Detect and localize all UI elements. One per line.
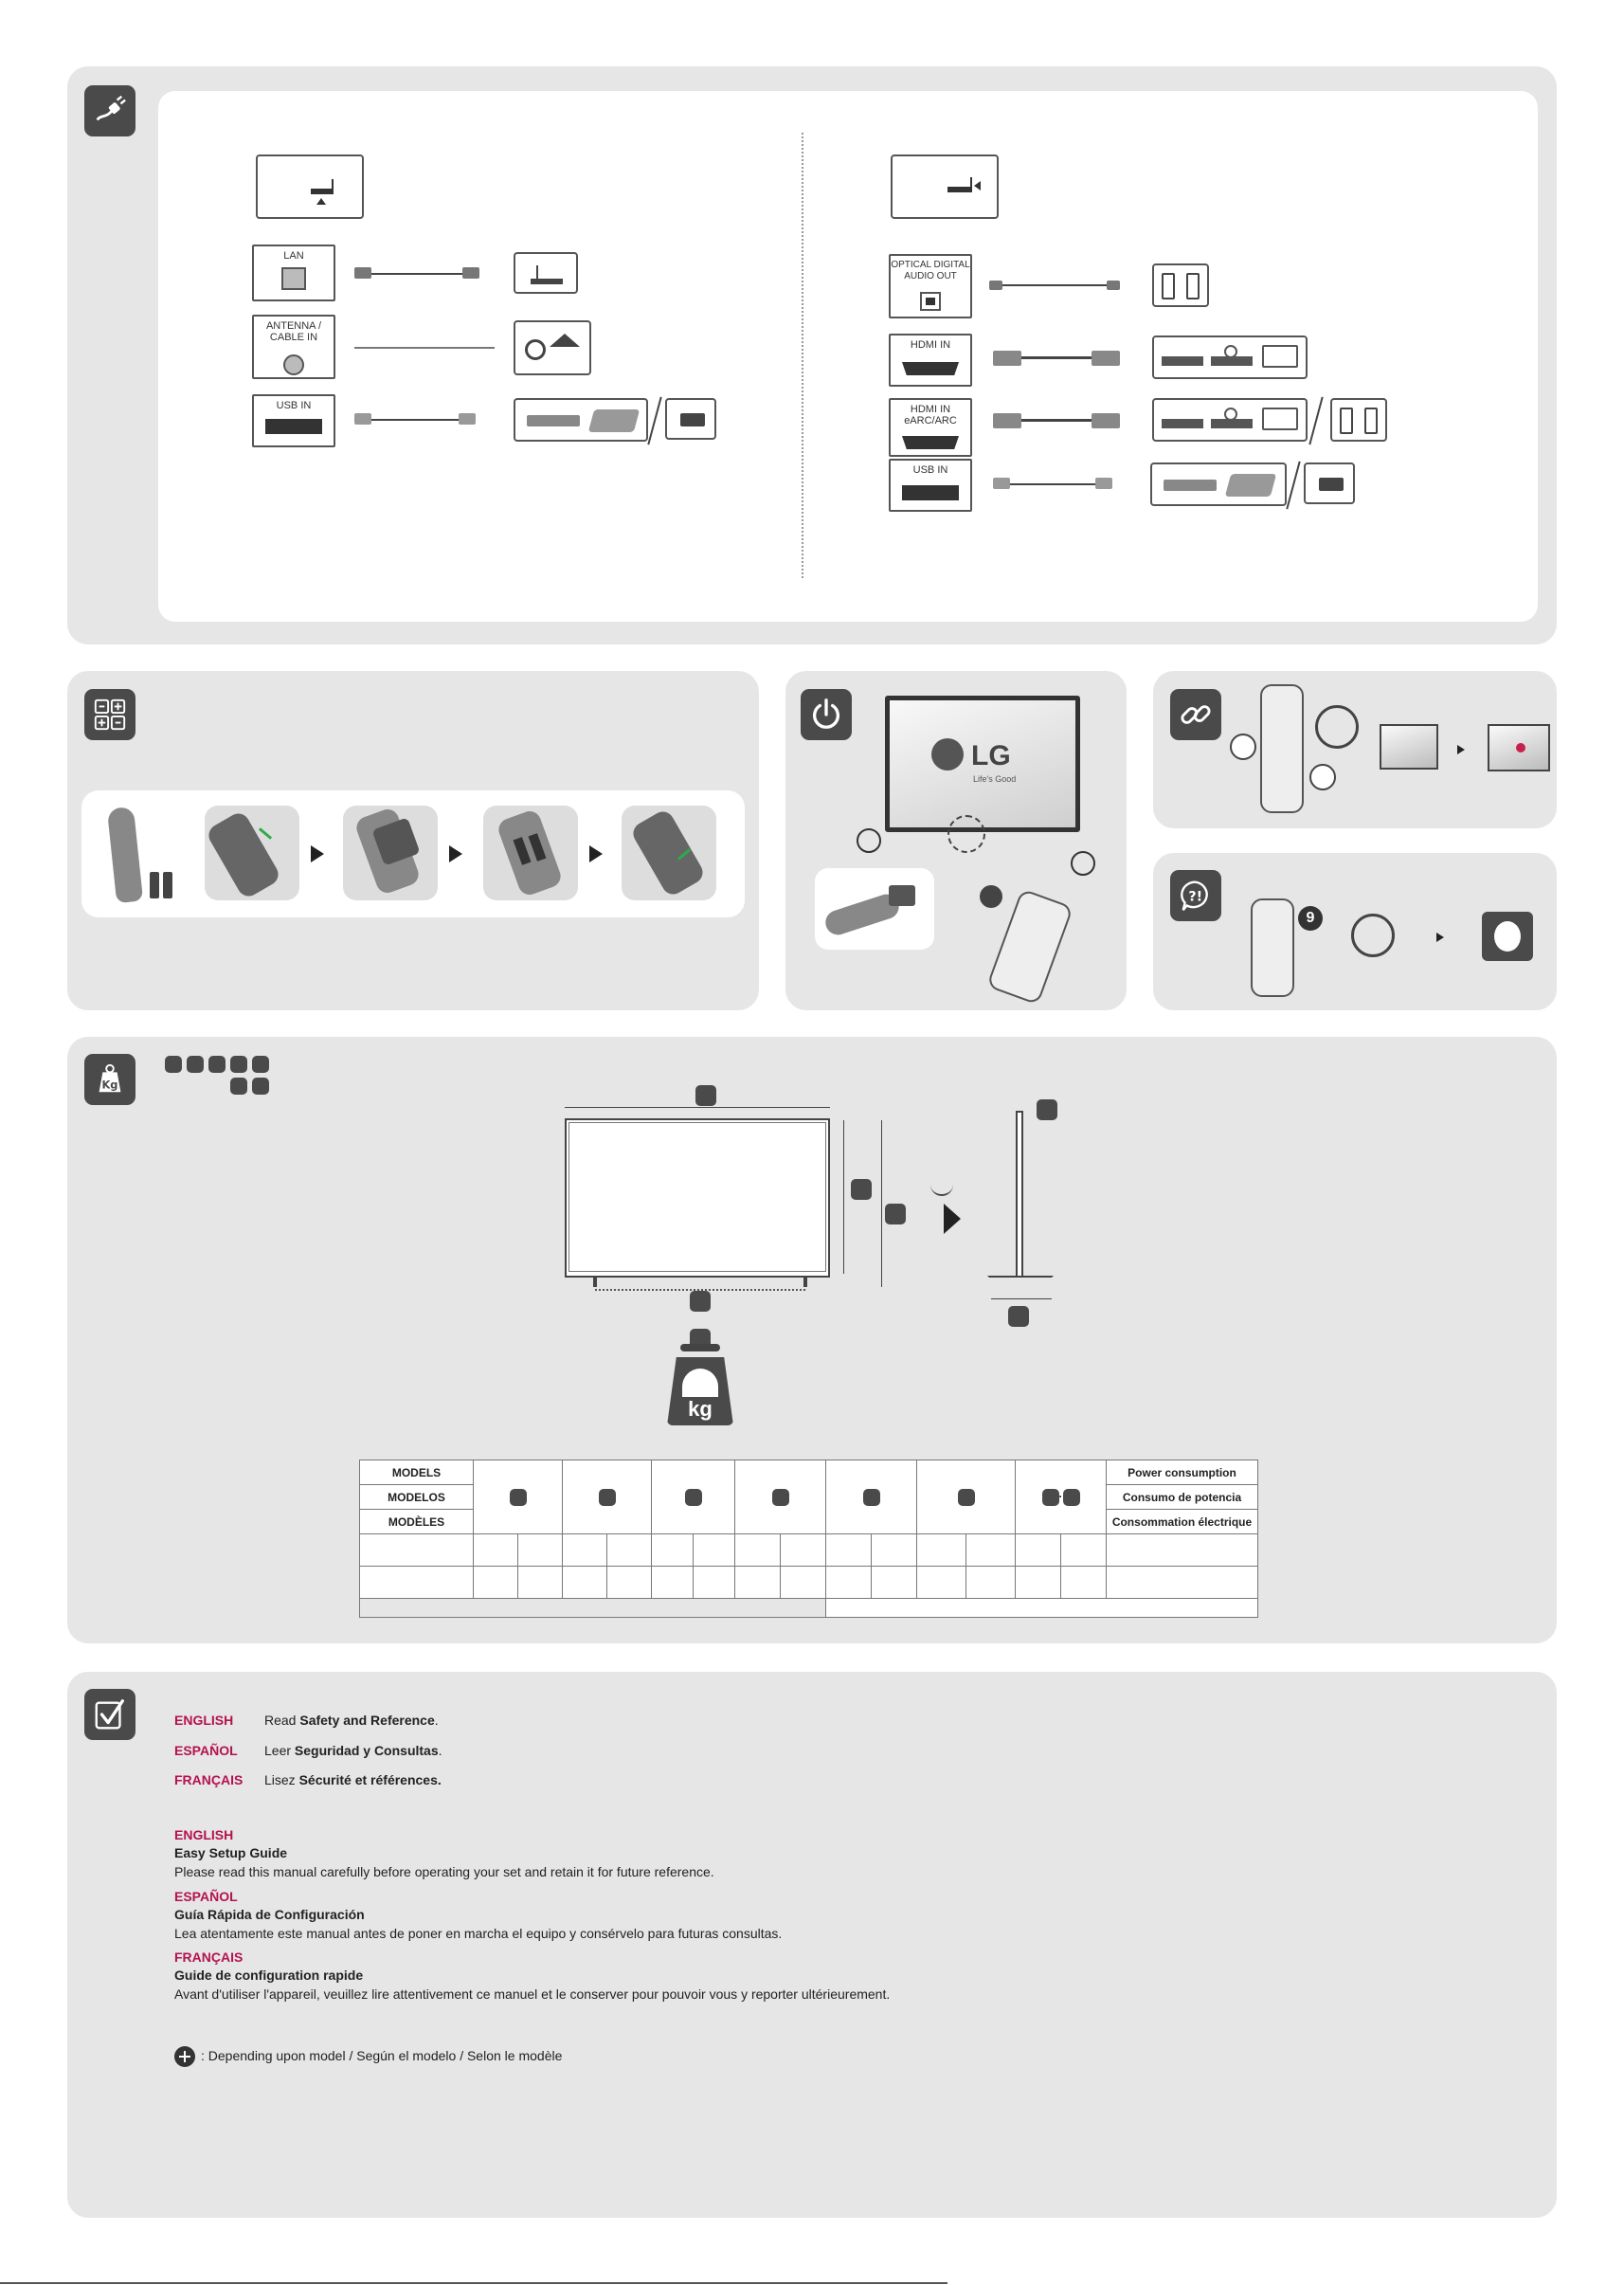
help-digit-badge <box>1298 906 1323 931</box>
model-number <box>1063 1489 1080 1506</box>
weight-unit: kg <box>688 1397 713 1421</box>
help-digit: 9 <box>1306 910 1315 926</box>
model-number <box>772 1489 789 1506</box>
hdmi-earc-devices <box>1152 398 1308 442</box>
hdmi-earc-cable <box>1021 419 1092 422</box>
guide-lang-es: ESPAÑOL <box>174 1889 238 1904</box>
hdmi-plug-b <box>1092 351 1120 366</box>
step-arrow-1 <box>311 845 324 862</box>
optical-port <box>889 254 972 318</box>
antenna-cable <box>354 347 495 349</box>
guide-body-en: Please read this manual carefully before operating your set and retain it for future reference. <box>174 1864 714 1879</box>
screen-after <box>1488 724 1550 771</box>
cable-plug-icon <box>92 93 128 129</box>
tv-tagline: Life's Good <box>973 774 1017 784</box>
usb-port-right-label: USB IN <box>912 464 948 476</box>
usb-cable-left <box>371 419 459 421</box>
checkmark-icon <box>92 1696 128 1732</box>
usb-hdd-device-right <box>1150 462 1287 506</box>
model-note: : Depending upon model / Según el modelo / Selon le modèle <box>201 2048 563 2063</box>
svg-text:Kg: Kg <box>101 1078 118 1092</box>
power-icon <box>808 697 844 733</box>
step-arrow-2 <box>449 845 462 862</box>
tv-side-stand <box>987 1276 1054 1291</box>
guide-title-fr: Guide de configuration rapide <box>174 1968 364 1983</box>
router-device <box>514 252 578 294</box>
table-row <box>360 1567 1258 1599</box>
dimension-height <box>851 1179 872 1200</box>
usb-port-left <box>252 394 335 447</box>
models-label-fr: MODÈLES <box>360 1510 474 1534</box>
support-agent-icon <box>1482 912 1533 961</box>
optical-port-label: OPTICAL DIGITAL AUDIO OUT <box>891 260 970 281</box>
height-dimension-line <box>843 1120 844 1274</box>
optical-cable <box>1002 284 1107 286</box>
kg-weight-icon <box>92 1061 128 1097</box>
optical-plug-a <box>989 281 1002 290</box>
table-row <box>360 1599 1258 1618</box>
step-arrow-3 <box>589 845 603 862</box>
legend-number <box>187 1056 204 1073</box>
model-number <box>685 1489 702 1506</box>
model-number <box>510 1489 527 1506</box>
finger-press-card <box>815 868 934 950</box>
dimension-stand-width <box>690 1291 711 1312</box>
models-label-en: MODELS <box>360 1460 474 1485</box>
power-label-es: Consumo de potencia <box>1107 1485 1258 1510</box>
power-label-fr: Consommation électrique <box>1107 1510 1258 1534</box>
guide-lang-en: ENGLISH <box>174 1827 234 1842</box>
usb-stick-device-left <box>665 398 716 440</box>
hdmi-earc-plug-b <box>1092 413 1120 428</box>
width-dimension-line <box>565 1107 830 1108</box>
optical-plug-b <box>1107 281 1120 290</box>
link-arrow <box>1457 745 1465 754</box>
weight-scale-icon <box>667 1344 733 1425</box>
battery-badge <box>84 689 135 740</box>
dimension-stand-depth <box>1008 1306 1029 1327</box>
legend-number <box>165 1056 182 1073</box>
model-number <box>599 1489 616 1506</box>
remote-with-batteries <box>106 806 182 904</box>
legend-number <box>230 1056 247 1073</box>
help-timer-icon <box>1351 914 1395 957</box>
battery-step-3 <box>483 806 578 900</box>
antenna-port <box>252 315 335 379</box>
usb-plug-left-b <box>459 413 476 425</box>
speaker-device-optical <box>1152 263 1209 307</box>
safety-lang-fr: FRANÇAIS <box>174 1772 244 1787</box>
help-badge <box>1170 870 1221 921</box>
antenna-port-label: ANTENNA / CABLE IN <box>265 320 322 343</box>
guide-title-es: Guía Rápida de Configuración <box>174 1907 365 1922</box>
safety-text-es: Leer Seguridad y Consultas. <box>264 1743 442 1758</box>
bottom-rule <box>0 2282 947 2284</box>
lan-plug-a <box>354 267 371 279</box>
antenna-device <box>514 320 591 375</box>
table-row <box>360 1534 1258 1567</box>
legend-number <box>230 1078 247 1095</box>
power-remote-button <box>980 885 1002 908</box>
lan-port <box>252 245 335 301</box>
battery-step-2 <box>343 806 438 900</box>
hdmi-earc-port <box>889 398 972 457</box>
link-icon <box>1178 697 1214 733</box>
speaker-device-earc <box>1330 398 1387 442</box>
tv-foot-left <box>593 1276 597 1287</box>
spec-table: MODELS · Power consumption MODELOS Consumo de potencia MODÈLES Consommation électrique <box>359 1460 1258 1618</box>
help-remote <box>1251 898 1294 997</box>
battery-step-1 <box>205 806 299 900</box>
settings-button-icon <box>1309 764 1336 790</box>
screen-before <box>1380 724 1438 770</box>
usb-hdd-device-left <box>514 398 648 442</box>
svg-text:?!: ?! <box>1188 889 1203 905</box>
mute-icon-left <box>857 828 881 853</box>
play-arrow <box>944 1204 961 1234</box>
usb-plug-right-a <box>993 478 1010 489</box>
usb-stick-device-right <box>1304 462 1355 504</box>
lan-port-label: LAN <box>283 250 304 262</box>
tv-foot-right <box>803 1276 807 1287</box>
hdmi-cable <box>1021 356 1092 359</box>
link-badge <box>1170 689 1221 740</box>
guide-lang-fr: FRANÇAIS <box>174 1950 244 1965</box>
legend-number <box>252 1078 269 1095</box>
legend-number <box>208 1056 226 1073</box>
usb-plug-right-b <box>1095 478 1112 489</box>
dimension-total-height <box>885 1204 906 1224</box>
tv-button-circle <box>947 815 985 853</box>
models-label-es: MODELOS <box>360 1485 474 1510</box>
connection-badge <box>84 85 135 136</box>
guide-body-es: Lea atentamente este manual antes de poner en marcha el equipo y consérvelo para futuras consultas. <box>174 1926 783 1941</box>
battery-icon <box>92 697 128 733</box>
safety-lang-en: ENGLISH <box>174 1713 234 1728</box>
tv-rear-left <box>256 154 364 219</box>
hdmi-plug-a <box>993 351 1021 366</box>
home-button-icon <box>1230 734 1256 760</box>
dimension-depth <box>1037 1099 1057 1120</box>
power-label-en: Power consumption <box>1107 1460 1258 1485</box>
tv-dimension-side <box>1016 1111 1023 1278</box>
hdmi-port <box>889 334 972 387</box>
hdmi-port-label: HDMI IN <box>910 339 951 351</box>
battery-step-4 <box>622 806 716 900</box>
usb-cable-right <box>1010 483 1095 485</box>
safety-lang-es: ESPAÑOL <box>174 1743 238 1758</box>
hdmi-earc-port-label: HDMI IN eARC/ARC <box>904 404 957 426</box>
power-badge <box>801 689 852 740</box>
help-arrow <box>1436 933 1444 942</box>
guide-body-fr: Avant d'utiliser l'appareil, veuillez lire attentivement ce manuel et le conserver pour pouvoir vous y reporter ultérieurement. <box>174 1986 891 2002</box>
depth-dimension-line <box>991 1298 1052 1299</box>
usb-plug-left-a <box>354 413 371 425</box>
plus-circle-icon <box>174 2046 195 2067</box>
guide-title-en: Easy Setup Guide <box>174 1845 288 1860</box>
safety-text-fr: Lisez Sécurité et références. <box>264 1772 442 1787</box>
weight-badge <box>84 1054 135 1105</box>
question-bubble-icon <box>1178 878 1214 914</box>
usb-port-right <box>889 459 972 512</box>
tv-dimension-front <box>565 1118 830 1278</box>
link-remote <box>1260 684 1304 813</box>
safety-badge <box>84 1689 135 1740</box>
legend-number <box>252 1056 269 1073</box>
tv-brand: LG <box>971 740 1011 771</box>
connections-divider <box>802 133 803 578</box>
mute-icon-right <box>1071 851 1095 876</box>
safety-text-en: Read Safety and Reference. <box>264 1713 439 1728</box>
dimension-width <box>695 1085 716 1106</box>
tv-rear-right <box>891 154 999 219</box>
hdmi-devices <box>1152 335 1308 379</box>
usb-port-left-label: USB IN <box>276 400 312 411</box>
tv-front <box>885 696 1080 832</box>
total-height-dimension-line <box>881 1120 882 1287</box>
lan-plug-b <box>462 267 479 279</box>
lan-cable <box>371 273 462 275</box>
model-number <box>1042 1489 1059 1506</box>
hdmi-earc-plug-a <box>993 413 1021 428</box>
model-number <box>863 1489 880 1506</box>
timer-icon <box>1315 705 1359 749</box>
connections-card <box>158 91 1538 622</box>
model-number <box>958 1489 975 1506</box>
